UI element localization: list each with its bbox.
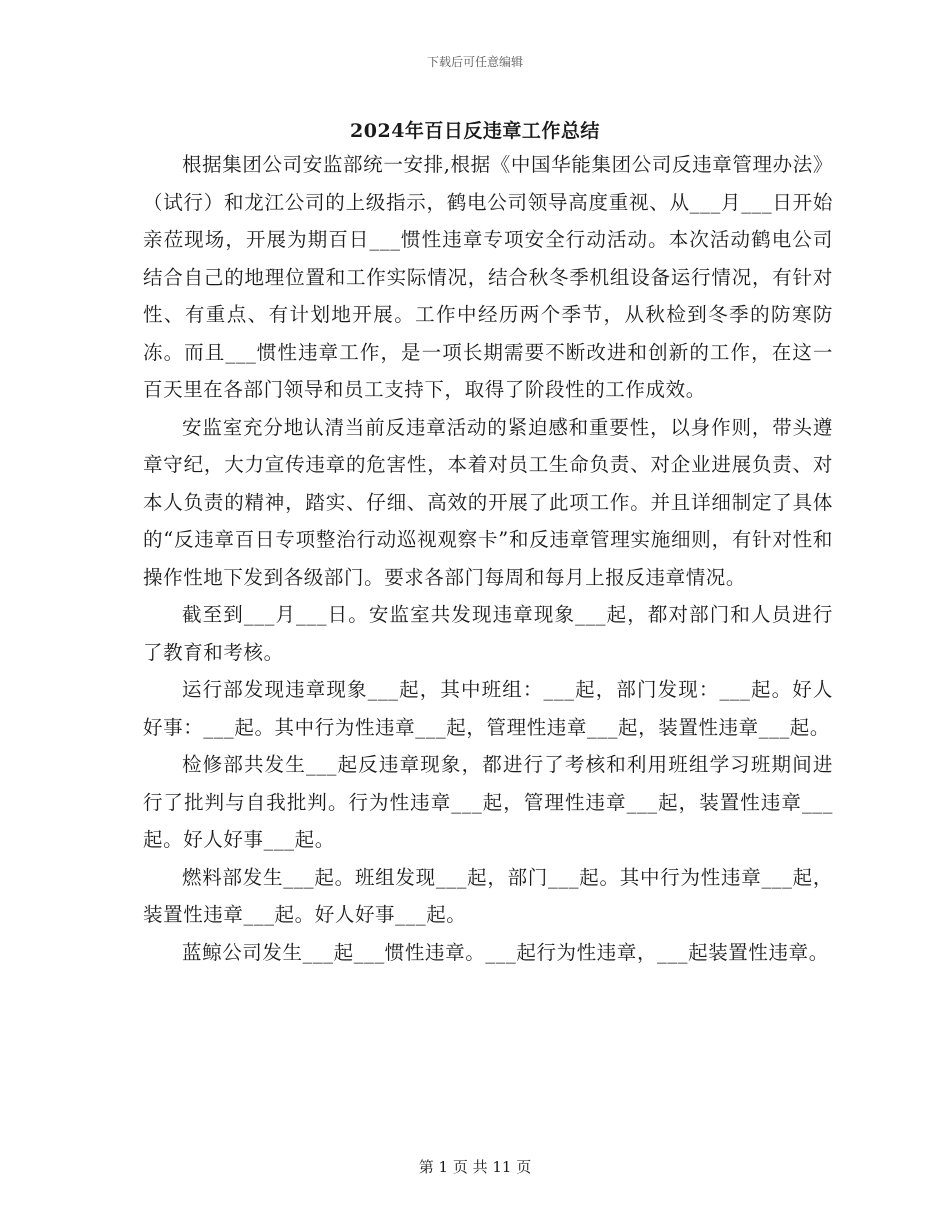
paragraph-1: 根据集团公司安监部统一安排,根据《中国华能集团公司反违章管理办法》（试行）和龙江公司的上级指示，鹤电公司领导高度重视、从___月___日开始亲莅现场，开展为期百日___惯性违章专项安全行动活动。本次活动鹤电公司结合自己的地理位置和工作实际情况，结合秋冬季机组设备运行情况，有针对性、有重点、有计划地开展。工作中经历两个季节，从秋检到冬季的防寒防冻。而且___惯性违章工作，是一项长期需要不断改进和创新的工作，在这一百天里在各部门领导和员工支持下，取得了阶段性的工作成效。 <box>143 153 833 401</box>
page-footer: 第 1 页 共 11 页 <box>418 1158 532 1176</box>
paragraph-5: 检修部共发生___起反违章现象，都进行了考核和利用班组学习班期间进行了批判与自我批判。行为性违章___起，管理性违章___起，装置性违章___起。好人好事___起。 <box>143 753 833 851</box>
paragraph-3: 截至到___月___日。安监室共发现违章现象___起，都对部门和人员进行了教育和考核。 <box>143 603 833 664</box>
paragraph-6: 燃料部发生___起。班组发现___起，部门___起。其中行为性违章___起，装置性违章___起。好人好事___起。 <box>143 865 833 926</box>
paragraph-4: 运行部发现违章现象___起，其中班组：___起，部门发现：___起。好人好事：___起。其中行为性违章___起，管理性违章___起，装置性违章___起。 <box>143 678 833 739</box>
document-body <box>143 146 833 971</box>
document-title: 2024年百日反违章工作总结 <box>350 120 600 142</box>
paragraph-7: 蓝鲸公司发生___起___惯性违章。___起行为性违章，___起装置性违章。 <box>182 940 829 964</box>
paragraph-2: 安监室充分地认清当前反违章活动的紧迫感和重要性，以身作则，带头遵章守纪，大力宣传违章的危害性，本着对员工生命负责、对企业进展负责、对本人负责的精神，踏实、仔细、高效的开展了此项工作。并且详细制定了具体的“反违章百日专项整治行动巡视观察卡”和反违章管理实施细则，有针对性和操作性地下发到各级部门。要求各部门每周和每月上报反违章情况。 <box>143 415 833 589</box>
header-note: 下载后可任意编辑 <box>426 55 523 69</box>
